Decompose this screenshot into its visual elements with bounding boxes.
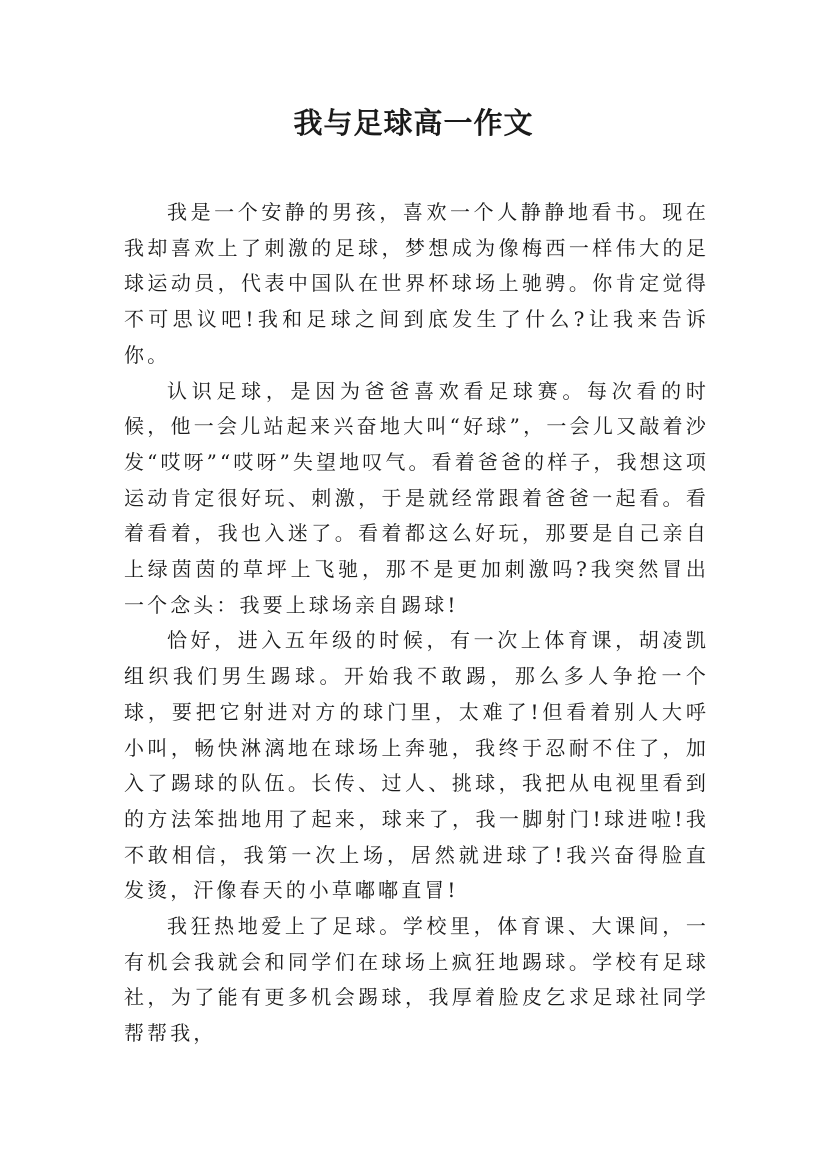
paragraph-3: 恰好，进入五年级的时候，有一次上体育课，胡凌凯组织我们男生踢球。开始我不敢踢，那么多人争抢一个球，要把它射进对方的球门里，太难了!但看着别人大呼小叫，畅快淋漓地在球场上奔驰，我终于忍耐不住了，加入了踢球的队伍。长传、过人、挑球，我把从电视里看到的方法笨拙地用了起来，球来了，我一脚射门!球进啦!我不敢相信，我第一次上场，居然就进球了!我兴奋得脸直发烫，汗像春天的小草嘟嘟直冒! (124, 628, 709, 903)
paragraph-4: 我狂热地爱上了足球。学校里，体育课、大课间，一有机会我就会和同学们在球场上疯狂地踢球。学校有足球社，为了能有更多机会踢球，我厚着脸皮乞求足球社同学帮帮我， (124, 914, 709, 1046)
paragraph-1: 我是一个安静的男孩，喜欢一个人静静地看书。现在我却喜欢上了刺激的足球，梦想成为像梅西一样伟大的足球运动员，代表中国队在世界杯球场上驰骋。你肯定觉得不可思议吧!我和足球之间到底发生了什么?让我来告诉你。 (124, 200, 709, 367)
document-title: 我与足球高一作文 (293, 106, 534, 140)
paragraph-2: 认识足球，是因为爸爸喜欢看足球赛。每次看的时候，他一会儿站起来兴奋地大叫“好球”，一会儿又敲着沙发“哎呀”“哎呀”失望地叹气。看着爸爸的样子，我想这项运动肯定很好玩、刺激，于是就经常跟着爸爸一起看。看着看着，我也入迷了。看着都这么好玩，那要是自己亲自上绿茵茵的草坪上飞驰，那不是更加刺激吗?我突然冒出一个念头：我要上球场亲自踢球! (124, 378, 709, 617)
essay-body (124, 195, 709, 1052)
